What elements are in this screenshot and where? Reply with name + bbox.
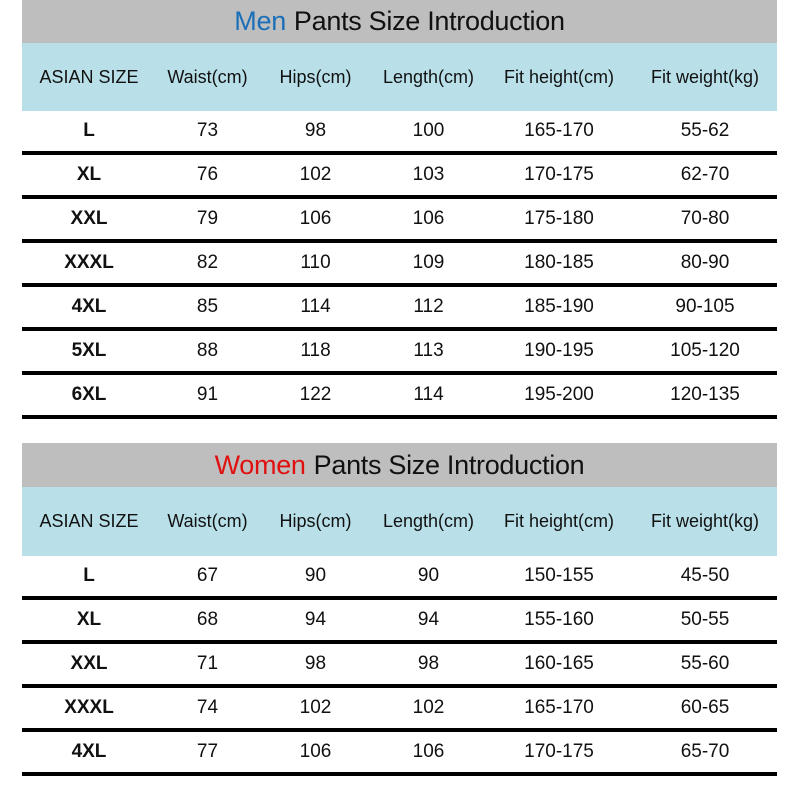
hips-cell: 106 [299,208,332,229]
fit-height-cell: 185-190 [524,296,594,317]
waist-cell: 91 [196,384,219,405]
fit-weight-cell: 80-90 [680,252,730,273]
fit-weight-cell: 50-55 [680,609,730,630]
fit-height-cell: 175-180 [524,208,594,229]
hips-cell: 106 [299,741,332,762]
women-column-headers [22,487,777,556]
hips-cell: 102 [299,164,332,185]
fit-weight-cell: 70-80 [680,208,730,229]
size-cell: 5XL [71,340,107,361]
waist-cell: 77 [196,741,219,762]
waist-cell: 85 [196,296,219,317]
fit-weight-cell: 60-65 [680,697,730,718]
hips-cell: 114 [300,296,331,317]
fit-weight-cell: 45-50 [680,565,730,586]
table-row [22,644,777,688]
hips-cell: 110 [300,252,331,273]
table-row [22,199,777,243]
waist-cell: 82 [196,252,219,273]
table-row [22,287,777,331]
women-size-table [22,443,777,776]
fit-height-cell: 170-175 [524,741,594,762]
waist-cell: 67 [196,565,219,586]
length-cell: 102 [412,697,445,718]
hips-cell: 98 [304,653,327,674]
table-row [22,331,777,375]
men-title-band [22,0,777,43]
table-row [22,556,777,600]
length-cell: 106 [412,741,445,762]
table-row [22,155,777,199]
hips-cell: 122 [299,384,332,405]
men-title-text: Pants Size Introduction [293,6,565,36]
header-waist: Waist(cm) [167,511,248,531]
fit-weight-cell: 90-105 [675,296,735,317]
men-column-headers [22,43,777,111]
size-cell: XXL [70,653,108,674]
men-rows [22,111,777,419]
header-asian-size: ASIAN SIZE [39,511,139,531]
fit-height-cell: 150-155 [524,565,594,586]
waist-cell: 74 [196,697,219,718]
fit-weight-cell: 120-135 [670,384,740,405]
length-cell: 114 [413,384,444,405]
header-fit-height: Fit height(cm) [503,511,615,531]
waist-cell: 73 [196,120,219,141]
size-cell: 4XL [71,741,107,762]
men-size-table [22,0,777,419]
size-cell: L [83,565,95,586]
fit-height-cell: 155-160 [524,609,594,630]
length-cell: 106 [412,208,445,229]
fit-height-cell: 195-200 [524,384,594,405]
men-title-accent: Men [234,6,286,36]
header-fit-height: Fit height(cm) [503,66,615,87]
header-hips: Hips(cm) [279,511,352,531]
fit-weight-cell: 62-70 [680,164,730,185]
fit-weight-cell: 55-60 [680,653,730,674]
table-row [22,600,777,644]
header-length: Length(cm) [382,511,475,531]
fit-height-cell: 170-175 [524,164,594,185]
waist-cell: 79 [196,208,219,229]
table-row [22,111,777,155]
hips-cell: 102 [299,697,332,718]
table-row [22,732,777,776]
length-cell: 98 [417,653,440,674]
fit-height-cell: 190-195 [524,340,594,361]
waist-cell: 88 [196,340,219,361]
women-title-text: Pants Size Introduction [313,449,585,480]
hips-cell: 90 [304,565,327,586]
fit-height-cell: 165-170 [524,697,594,718]
length-cell: 100 [412,120,445,141]
size-cell: L [83,120,95,141]
table-row [22,375,777,419]
header-waist: Waist(cm) [167,66,248,87]
fit-weight-cell: 105-120 [670,340,740,361]
fit-weight-cell: 65-70 [680,741,730,762]
header-fit-weight: Fit weight(kg) [650,511,760,531]
waist-cell: 71 [196,653,219,674]
size-cell: XXXL [64,252,114,273]
waist-cell: 76 [196,164,219,185]
women-title-band [22,443,777,487]
fit-height-cell: 160-165 [524,653,594,674]
size-cell: 6XL [71,384,107,405]
header-hips: Hips(cm) [279,66,352,87]
size-cell: XXXL [64,697,114,718]
length-cell: 113 [413,340,444,361]
women-rows [22,556,777,776]
fit-height-cell: 165-170 [524,120,594,141]
table-row [22,243,777,287]
hips-cell: 98 [304,120,327,141]
women-title-accent: Women [214,449,306,480]
length-cell: 112 [413,296,444,317]
length-cell: 109 [412,252,445,273]
waist-cell: 68 [196,609,219,630]
header-length: Length(cm) [382,66,475,87]
size-cell: XL [76,164,102,185]
length-cell: 103 [412,164,445,185]
table-row [22,688,777,732]
length-cell: 94 [417,609,440,630]
size-cell: XXL [70,208,108,229]
header-fit-weight: Fit weight(kg) [650,66,760,87]
header-asian-size: ASIAN SIZE [39,66,139,87]
size-cell: 4XL [71,296,107,317]
hips-cell: 94 [304,609,327,630]
fit-weight-cell: 55-62 [680,120,730,141]
size-cell: XL [76,609,102,630]
length-cell: 90 [417,565,440,586]
hips-cell: 118 [300,340,331,361]
fit-height-cell: 180-185 [524,252,594,273]
